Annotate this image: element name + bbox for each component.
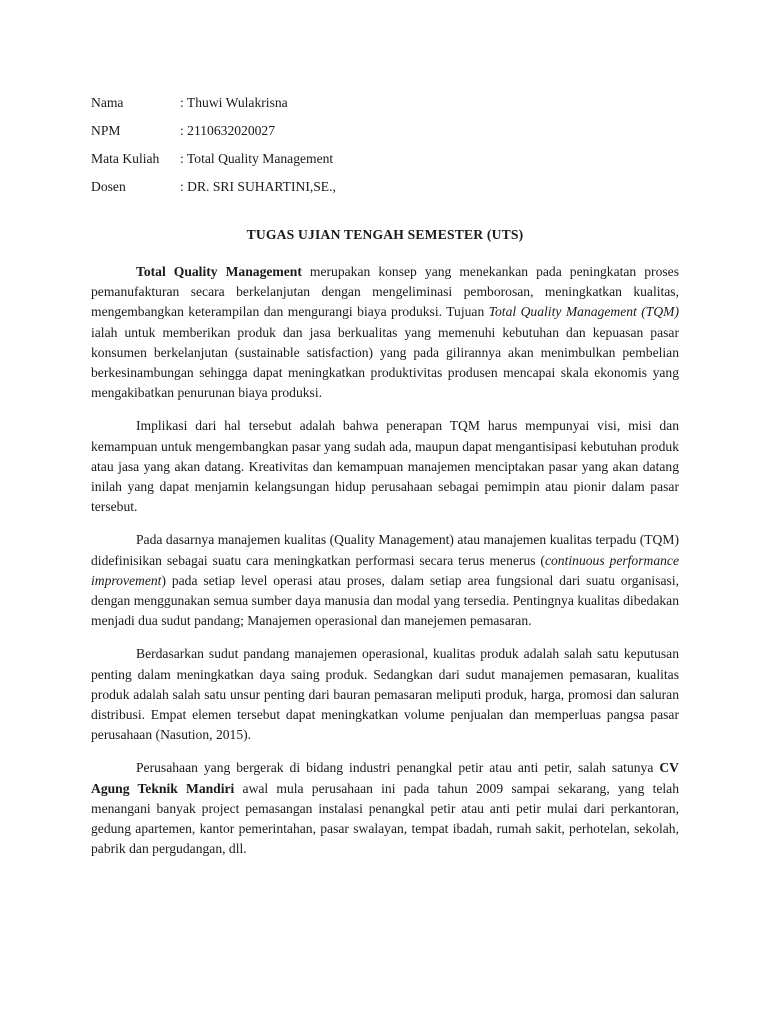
paragraph-text: Implikasi dari hal tersebut adalah bahwa penerapan TQM harus mempunyai visi, misi dan kemampuan untuk mengembangkan pasar yang sudah ada, maupun dapat mengantisipasi kebutuhan produk atau jasa yang akan datang. Kreativitas dan kemampuan manajemen menciptakan pasar yang akan datang inilah yang dapat menjamin kelangsungan hidup perusahaan sebagai pemimpin atau pionir dalam pasar tersebut. bbox=[91, 418, 679, 515]
paragraph-1 bbox=[91, 262, 679, 403]
info-row-dosen bbox=[91, 177, 681, 205]
student-info bbox=[91, 93, 681, 205]
info-row-npm bbox=[91, 121, 681, 149]
info-row-nama bbox=[91, 93, 681, 121]
info-value: : 2110632020027 bbox=[180, 123, 276, 138]
info-value: : Thuwi Wulakrisna bbox=[180, 95, 288, 110]
paragraph-4 bbox=[91, 644, 679, 745]
paragraph-2 bbox=[91, 416, 679, 517]
bold-term: Total Quality Management bbox=[136, 264, 302, 279]
paragraph-5 bbox=[91, 758, 679, 859]
paragraph-text: Pada dasarnya manajemen kualitas (Quality Management) atau manajemen kualitas terpadu (TQM) didefinisikan sebagai suatu cara meningkatkan performasi secara terus menerus ( bbox=[91, 532, 679, 568]
document-title: TUGAS UJIAN TENGAH SEMESTER (UTS) bbox=[246, 227, 524, 242]
info-label: Mata Kuliah bbox=[91, 151, 160, 166]
paragraph-text: Perusahaan yang bergerak di bidang industri penangkal petir atau anti petir, salah satunya bbox=[136, 760, 660, 776]
paragraph-3 bbox=[91, 530, 679, 631]
info-label: Nama bbox=[91, 95, 124, 110]
italic-term: Total Quality Management (TQM) bbox=[488, 304, 680, 320]
info-value: : Total Quality Management bbox=[180, 151, 334, 166]
paragraph-text: merupakan konsep yang menekankan pada peningkatan proses pemanufakturan secara berkelanjutan dengan mengeliminasi pemborosan, meningkatkan kualitas, mengembangkan keterampilan dan mengurangi biaya produksi. Tujuan bbox=[91, 264, 679, 320]
bold-term: CV Agung Teknik Mandiri bbox=[91, 760, 679, 796]
info-row-mata-kuliah bbox=[91, 149, 681, 177]
info-label: Dosen bbox=[91, 179, 126, 194]
paragraph-text: ) pada setiap level operasi atau proses, dalam setiap area fungsional dari suatu organisasi, dengan menggunakan semua sumber daya manusia dan modal yang tersedia. Pentingnya kualitas dibedakan menjadi dua sudut pandang; Manajemen operasional dan manejemen pemasaran. bbox=[91, 572, 679, 629]
paragraph-text: awal mula perusahaan ini pada tahun 2009 sampai sekarang, yang telah menangani banyak project pemasangan instalasi penangkal petir atau anti petir mulai dari perkantoran, gedung apartemen, kantor pemerintahan, pasar swalayan, tempat ibadah, rumah sakit, perhotelan, sekolah, pabrik dan pergudangan, dll. bbox=[91, 780, 679, 857]
paragraph-text: Berdasarkan sudut pandang manajemen operasional, kualitas produk adalah salah satu keputusan penting dalam meningkatkan daya saing produk. Sedangkan dari sudut manajemen pemasaran, kualitas produk adalah salah satu unsur penting dari bauran pemasaran meliputi produk, harga, promosi dan saluran distribusi. Empat elemen tersebut dapat meningkatkan volume penjualan dan memperluas pangsa pasar perusahaan (Nasution, 2015). bbox=[91, 646, 679, 743]
italic-term: continuous performance improvement bbox=[91, 552, 679, 588]
paragraph-text: ialah untuk memberikan produk dan jasa berkualitas yang memenuhi kebutuhan dan kepuasan pasar konsumen berkelanjutan (sustainable satisfaction) yang pada gilirannya akan menimbulkan pembelian berkesinambungan sehingga dapat meningkatkan produktivitas produsen mencapai skala ekonomis yang mengakibatkan penurunan biaya produksi. bbox=[91, 324, 679, 401]
info-label: NPM bbox=[91, 123, 121, 138]
document-body bbox=[91, 262, 679, 872]
info-value: : DR. SRI SUHARTINI,SE., bbox=[180, 179, 336, 194]
